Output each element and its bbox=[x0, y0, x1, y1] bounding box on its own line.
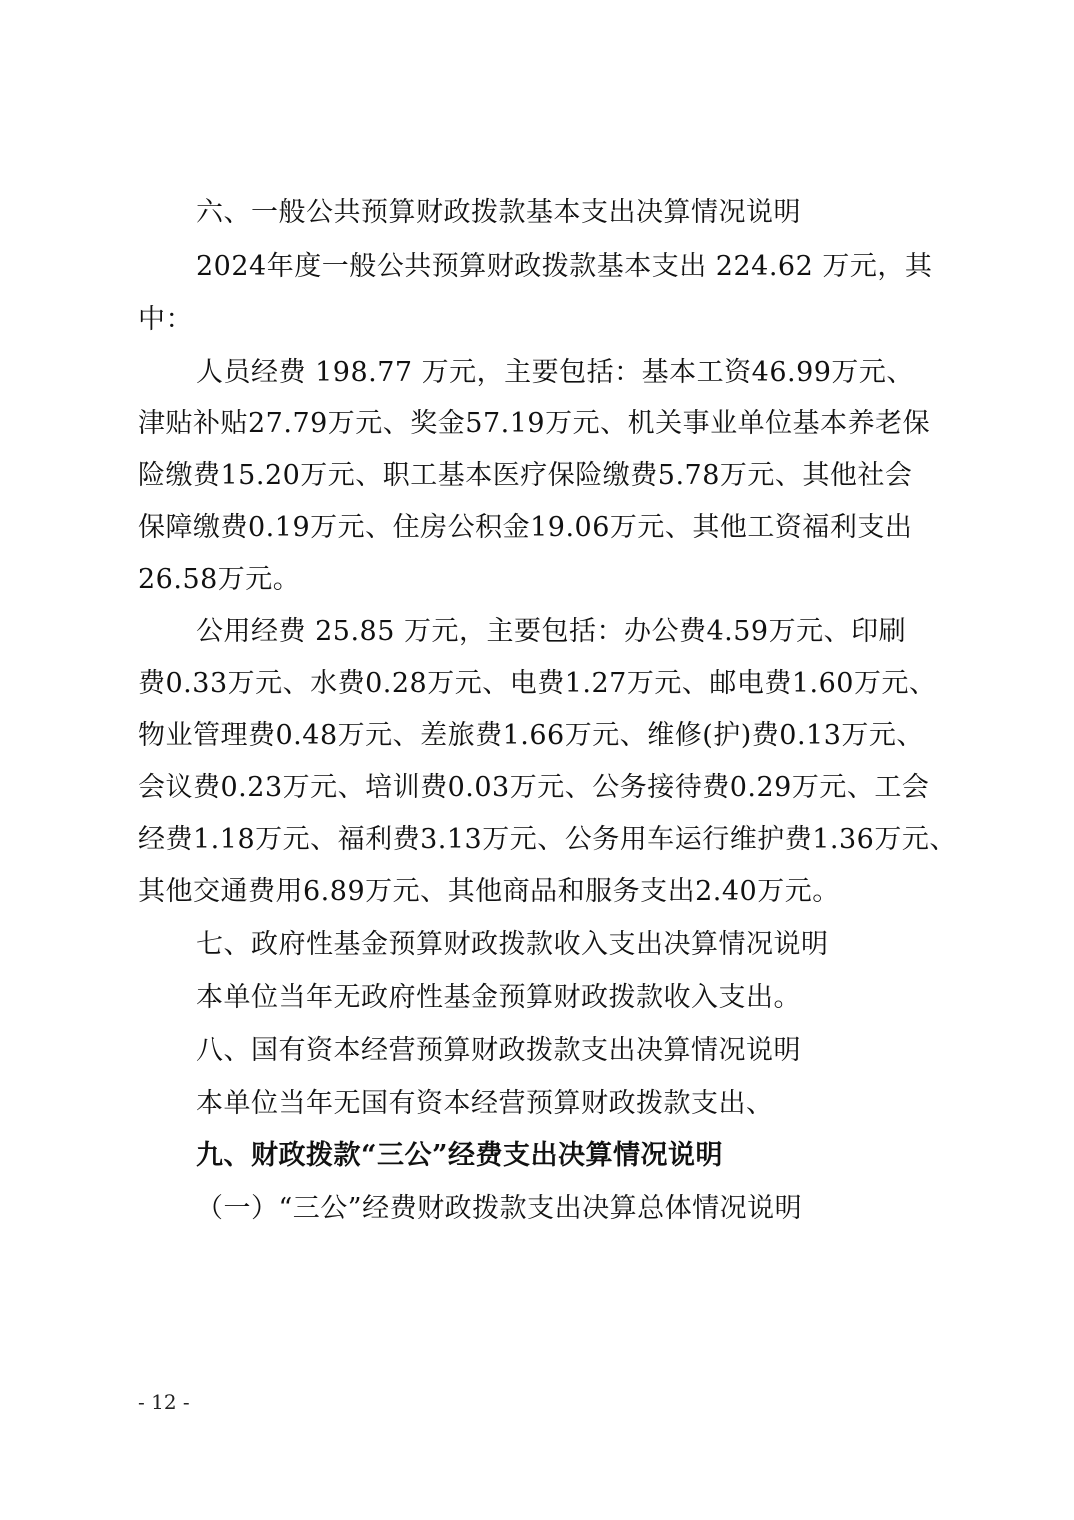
paragraph-line: 人员经费 198.77 万元，主要包括：基本工资46.99万元、 bbox=[196, 357, 914, 388]
paragraph-line: 本单位当年无国有资本经营预算财政拨款支出、 bbox=[196, 1088, 774, 1119]
subsection-heading: （一）“三公”经费财政拨款支出决算总体情况说明 bbox=[196, 1193, 803, 1224]
page-number: - 12 - bbox=[138, 1390, 190, 1414]
paragraph-line: 保障缴费0.19万元、住房公积金19.06万元、其他工资福利支出 bbox=[138, 512, 913, 543]
paragraph-line: 经费1.18万元、福利费3.13万元、公务用车运行维护费1.36万元、 bbox=[138, 824, 957, 855]
paragraph-line: 26.58万元。 bbox=[138, 564, 301, 595]
section-heading-7: 七、政府性基金预算财政拨款收入支出决算情况说明 bbox=[196, 929, 829, 960]
paragraph-line: 物业管理费0.48万元、差旅费1.66万元、维修(护)费0.13万元、 bbox=[138, 720, 924, 751]
section-heading-6: 六、一般公共预算财政拨款基本支出决算情况说明 bbox=[196, 197, 801, 228]
paragraph-line: 会议费0.23万元、培训费0.03万元、公务接待费0.29万元、工会 bbox=[138, 772, 930, 803]
section-heading-9: 九、财政拨款“三公”经费支出决算情况说明 bbox=[196, 1140, 724, 1171]
paragraph-line: 本单位当年无政府性基金预算财政拨款收入支出。 bbox=[196, 982, 801, 1013]
paragraph-line: 其他交通费用6.89万元、其他商品和服务支出2.40万元。 bbox=[138, 876, 840, 907]
paragraph-line: 津贴补贴27.79万元、奖金57.19万元、机关事业单位基本养老保 bbox=[138, 408, 931, 439]
paragraph-line: 公用经费 25.85 万元，主要包括：办公费4.59万元、印刷 bbox=[196, 616, 907, 647]
paragraph-line: 中： bbox=[138, 304, 193, 335]
paragraph-line: 2024年度一般公共预算财政拨款基本支出 224.62 万元，其 bbox=[196, 251, 933, 282]
paragraph-line: 险缴费15.20万元、职工基本医疗保险缴费5.78万元、其他社会 bbox=[138, 460, 913, 491]
section-heading-8: 八、国有资本经营预算财政拨款支出决算情况说明 bbox=[196, 1035, 801, 1066]
paragraph-line: 费0.33万元、水费0.28万元、电费1.27万元、邮电费1.60万元、 bbox=[138, 668, 937, 699]
